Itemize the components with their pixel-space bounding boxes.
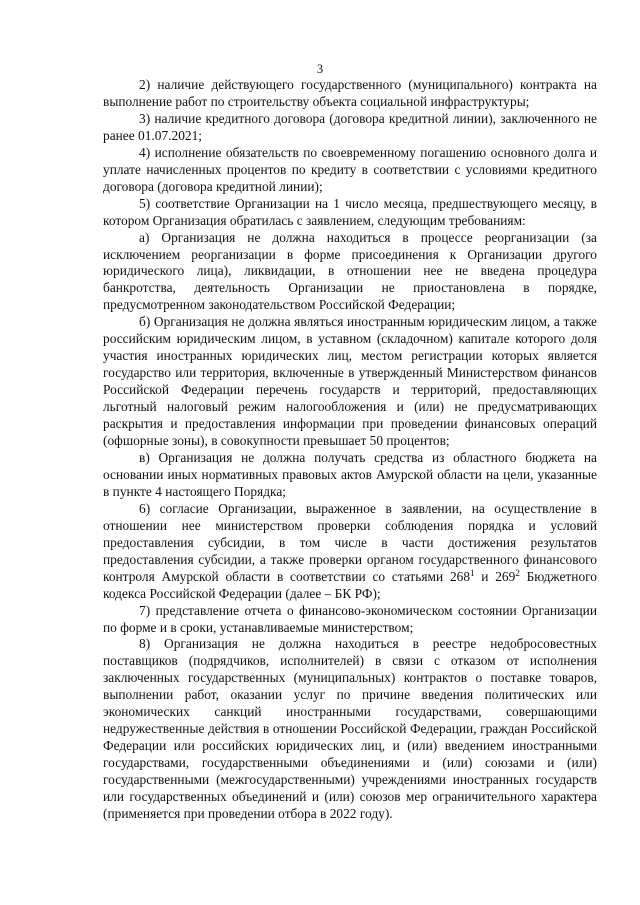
- superscript-1: 1: [470, 567, 475, 578]
- paragraph-item-8: 8) Организация не должна находиться в реестре недобросовестных поставщиков (подрядчиков, исполнителей) в связи с отказом от исполнения заключенных государственных (муниципальных) контрактов о поставке товаров, выполнении работ, оказании услуг по причине введения политических или экономических санкций иностранными государствами, совершающими недружественные действия в отношении Российской Федерации, граждан Российской Федерации или российских юридических лиц, и (или) введением иностранными государствами, государственными объединениями и (или) союзами и (или) государственными (межгосударственными) учреждениями иностранных государств или государственных объединений и (или) союзов мер ограничительного характера (применяется при проведении отбора в 2022 году).: [103, 636, 597, 821]
- superscript-2: 2: [515, 567, 520, 578]
- paragraph-item-4: 4) исполнение обязательств по своевременному погашению основного долга и уплате начисленных процентов по кредиту в соответствии с условиями кредитного договора (договора кредитной линии);: [103, 144, 597, 194]
- page-number: 3: [316, 62, 324, 76]
- paragraph-item-6-text: 6) согласие Организации, выраженное в заявлении, на осуществление в отношении нее министерством проверки соблюдения порядка и условий предоставления субсидии, в том числе в части достижения результатов предоставления субсидии, а также проверки органом государственного финансового контроля Амурской области в соответствии со статьями 268: [103, 500, 597, 584]
- paragraph-item-5v: в) Организация не должна получать средства из областного бюджета на основании иных нормативных правовых актов Амурской области на цели, указанные в пункте 4 настоящего Порядка;: [103, 449, 597, 499]
- paragraph-item-5b: б) Организация не должна являться иностранным юридическим лицом, а также российским юридическим лицом, в уставном (складочном) капитале которого доля участия иностранных юридических лиц, местом регистрации которых является государство или территория, включенные в утвержденный Министерством финансов Российской Федерации перечень государств и территорий, предоставляющих льготный налоговый режим налогообложения и (или) не предусматривающих раскрытия и предоставления информации при проведении финансовых операций (офшорные зоны), в совокупности превышает 50 процентов;: [103, 314, 597, 449]
- paragraph-item-6-tail: Бюджетного кодекса Российской Федерации (далее – БК РФ);: [103, 568, 598, 601]
- paragraph-item-3: 3) наличие кредитного договора (договора кредитной линии), заключенного не ранее 01.07.2021;: [103, 110, 597, 143]
- paragraph-item-6: [103, 501, 597, 603]
- paragraph-item-5a: а) Организация не должна находиться в процессе реорганизации (за исключением реорганизации в форме присоединения к Организации другого юридического лица), ликвидации, в отношении нее не введена процедура банкротства, деятельность Организации не приостановлена в порядке, предусмотренном законодательством Российской Федерации;: [103, 229, 597, 313]
- paragraph-item-6-mid: и 269: [474, 568, 516, 584]
- paragraph-item-5: 5) соответствие Организации на 1 число месяца, предшествующего месяцу, в котором Организация обратилась с заявлением, следующим требованиям:: [103, 195, 597, 228]
- paragraph-item-7: 7) представление отчета о финансово-экономическом состоянии Организации по форме и в сроки, устанавливаемые министерством;: [103, 602, 597, 635]
- document-body: [103, 77, 597, 823]
- paragraph-item-2: 2) наличие действующего государственного (муниципального) контракта на выполнение работ по строительству объекта социальной инфраструктуры;: [103, 77, 597, 109]
